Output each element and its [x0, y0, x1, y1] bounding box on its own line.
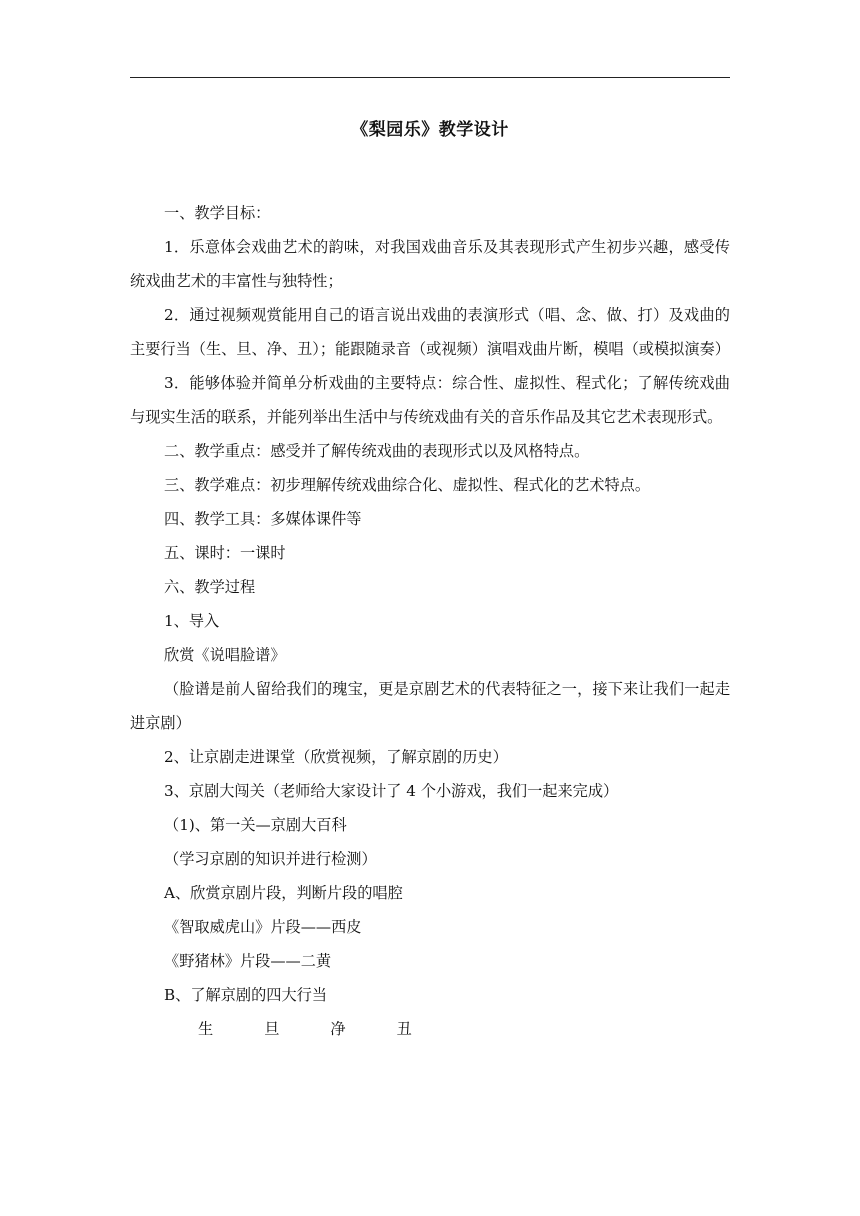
- role-jing: 净: [330, 1020, 346, 1038]
- role-sheng: 生: [198, 1020, 214, 1038]
- section-class-hours: 五、课时：一课时: [164, 544, 286, 562]
- item-a: A、欣赏京剧片段，判断片段的唱腔: [164, 884, 403, 902]
- step-1-appreciate: 欣赏《说唱脸谱》: [164, 646, 286, 664]
- role-list: [130, 1012, 730, 1046]
- role-chou: 丑: [396, 1020, 412, 1038]
- section-key-points: 二、教学重点：感受并了解传统戏曲的表现形式以及风格特点。: [164, 442, 590, 460]
- document-body: [130, 196, 730, 1046]
- excerpt-zhiqu-weihushan: 《智取威虎山》片段——西皮: [164, 918, 362, 936]
- section-difficulties: 三、教学难点：初步理解传统戏曲综合化、虚拟性、程式化的艺术特点。: [164, 476, 650, 494]
- role-dan: 旦: [264, 1020, 280, 1038]
- level-1-note: （学习京剧的知识并进行检测）: [164, 850, 377, 868]
- goal-item-1: 1．乐意体会戏曲艺术的韵味，对我国戏曲音乐及其表现形式产生初步兴趣，感受传统戏曲艺术的丰富性与独特性；: [130, 238, 730, 290]
- section-goals-heading: 一、教学目标：: [164, 204, 271, 222]
- step-3: 3、京剧大闯关（老师给大家设计了 4 个小游戏，我们一起来完成）: [164, 782, 619, 800]
- step-1-intro: 1、导入: [164, 612, 220, 630]
- section-tools: 四、教学工具：多媒体课件等: [164, 510, 362, 528]
- item-b: B、了解京剧的四大行当: [164, 986, 328, 1004]
- goal-item-2: 2．通过视频观赏能用自己的语言说出戏曲的表演形式（唱、念、做、打）及戏曲的主要行当（生、旦、净、丑）；能跟随录音（或视频）演唱戏曲片断，模唱（或模拟演奏）: [130, 306, 730, 358]
- section-process-heading: 六、教学过程: [164, 578, 256, 596]
- header-rule: [130, 77, 730, 78]
- excerpt-yezhulin: 《野猪林》片段——二黄: [164, 952, 332, 970]
- level-1-heading: （1)、第一关—京剧大百科: [164, 816, 347, 834]
- step-2: 2、让京剧走进课堂（欣赏视频，了解京剧的历史）: [164, 748, 508, 766]
- document-title: 《梨园乐》教学设计: [351, 120, 509, 140]
- goal-item-3: 3．能够体验并简单分析戏曲的主要特点：综合性、虚拟性、程式化；了解传统戏曲与现实生活的联系，并能列举出生活中与传统戏曲有关的音乐作品及其它艺术表现形式。: [130, 374, 730, 426]
- step-1-note: （脸谱是前人留给我们的瑰宝，更是京剧艺术的代表特征之一，接下来让我们一起走进京剧）: [130, 680, 730, 732]
